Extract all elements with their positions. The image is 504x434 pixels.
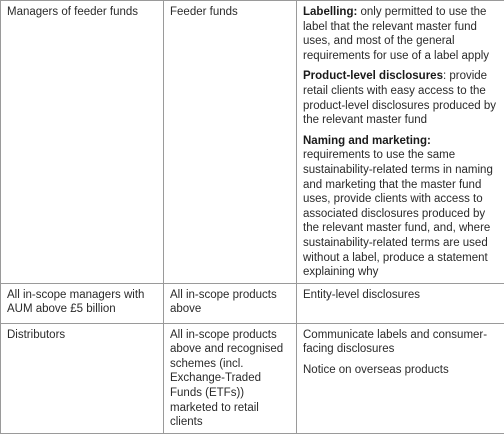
requirement-paragraph	[303, 69, 498, 127]
table-row	[1, 283, 504, 323]
cell-scope: Managers of feeder funds	[1, 1, 164, 284]
cell-scope: All in-scope managers with AUM above £5 billion	[1, 283, 164, 323]
requirement-text: only permitted to use the label that the relevant master fund uses, and most of the general requirements for use of a label apply	[303, 6, 489, 62]
cell-scope: Distributors	[1, 323, 164, 433]
cell-requirements	[297, 1, 504, 284]
requirement-paragraph: Notice on overseas products	[303, 363, 498, 378]
cell-products: All in-scope products above	[164, 283, 297, 323]
table-row	[1, 1, 504, 284]
requirement-paragraph: Entity-level disclosures	[303, 288, 498, 303]
requirement-heading: Naming and marketing:	[303, 135, 431, 147]
requirement-paragraph	[303, 134, 498, 280]
requirement-heading: Product-level disclosures	[303, 70, 443, 82]
requirement-text: requirements to use the same sustainability-related terms in naming and marketing that the master fund uses, provide clients with access to associated disclosures produced by the relevant master fund, and, where sustainability-related terms are used without a label, produce a statement explaining why	[303, 149, 493, 278]
cell-products: All in-scope products above and recognised schemes (incl. Exchange-Traded Funds (ETFs)) marketed to retail clients	[164, 323, 297, 433]
requirement-text: : provide retail clients with easy access to the product-level disclosures produced by the relevant master fund	[303, 70, 496, 126]
requirement-paragraph: Communicate labels and consumer-facing disclosures	[303, 328, 498, 357]
cell-requirements	[297, 283, 504, 323]
cell-requirements	[297, 323, 504, 433]
cell-products: Feeder funds	[164, 1, 297, 284]
requirement-paragraph	[303, 5, 498, 63]
requirement-heading: Labelling:	[303, 6, 357, 18]
table-row	[1, 323, 504, 433]
